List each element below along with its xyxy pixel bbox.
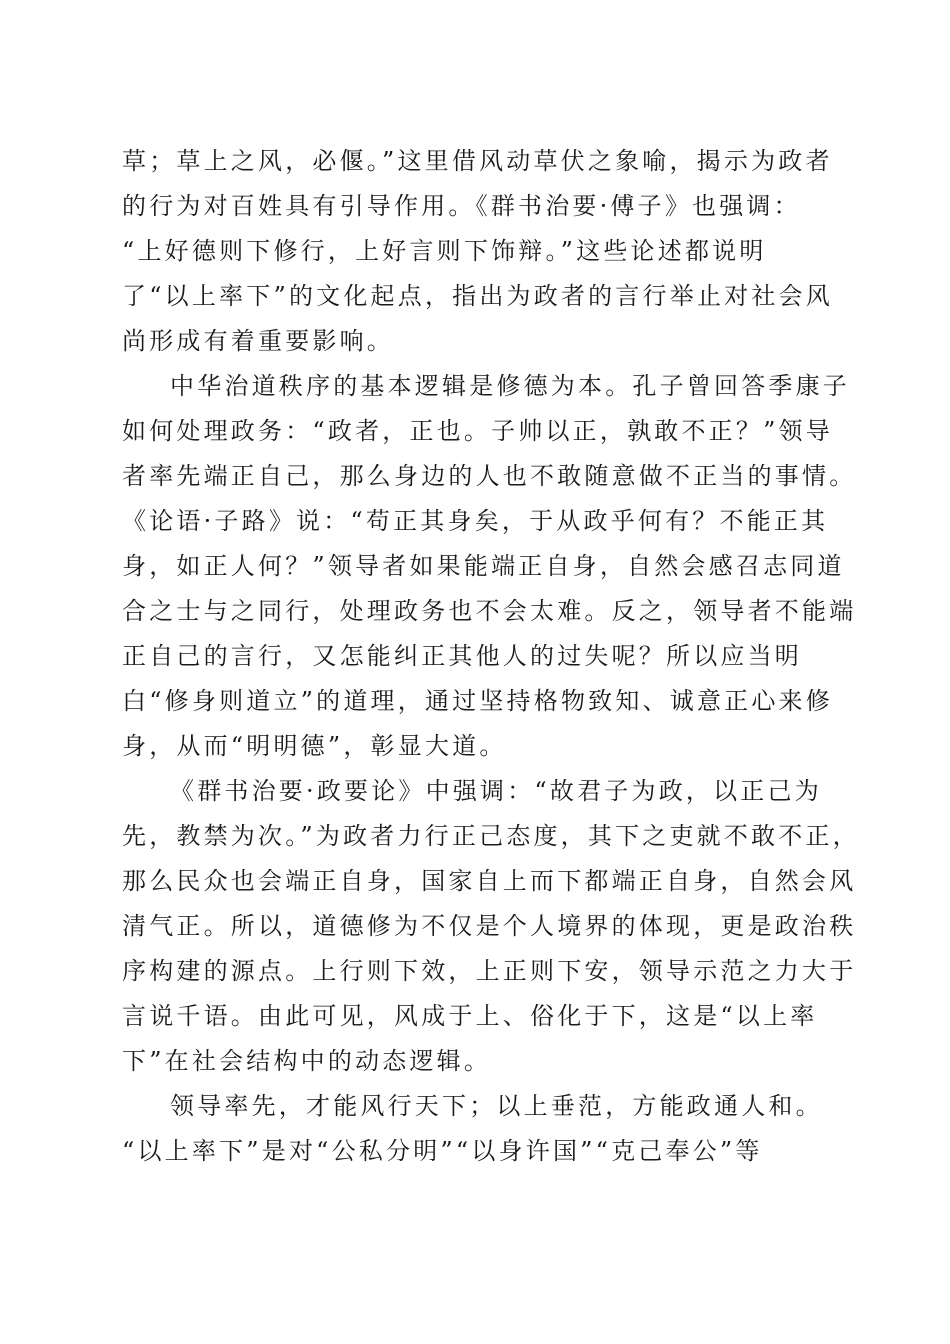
text-line: 下”在社会结构中的动态逻辑。 bbox=[122, 1047, 492, 1075]
text-line: 的行为对百姓具有引导作用。《群书治要·傅子》也强调： bbox=[122, 192, 801, 220]
text-line: 身，如正人何？”领导者如果能端正自身，自然会感召志同道 bbox=[122, 552, 845, 580]
text-line: 正自己的言行，又怎能纠正其他人的过失呢？所以应当明 bbox=[122, 642, 802, 670]
paragraph-start-line: 领导率先，才能风行天下；以上垂范，方能政通人和。 bbox=[170, 1092, 823, 1120]
text-line: 清气正。所以，道德修为不仅是个人境界的体现，更是政治秩 bbox=[122, 912, 857, 940]
text-line: 如何处理政务：“政者，正也。子帅以正，孰敢不正？”领导 bbox=[122, 417, 833, 445]
text-line: 那么民众也会端正自身，国家自上而下都端正自身，自然会风 bbox=[122, 867, 857, 895]
paragraph-start-line: 中华治道秩序的基本逻辑是修德为本。孔子曾回答季康子 bbox=[170, 372, 850, 400]
text-line: 合之士与之同行，处理政务也不会太难。反之，领导者不能端 bbox=[122, 597, 857, 625]
text-line: 身，从而“明明德”，彰显大道。 bbox=[122, 732, 507, 760]
text-line: 言说千语。由此可见，风成于上、俗化于下，这是“以上率 bbox=[122, 1002, 818, 1030]
paragraph-start-line: 《群书治要·政要论》中强调：“故君子为政，以正己为 bbox=[170, 777, 822, 805]
text-line: 者率先端正自己，那么身边的人也不敢随意做不正当的事情。 bbox=[122, 462, 857, 490]
text-line: 草；草上之风，必偃。”这里借风动草伏之象喻，揭示为政者 bbox=[122, 147, 833, 175]
text-line: “上好德则下修行，上好言则下饰辩。”这些论述都说明 bbox=[122, 237, 767, 265]
text-line: 尚形成有着重要影响。 bbox=[122, 327, 394, 355]
text-line: 了“以上率下”的文化起点，指出为政者的言行举止对社会风 bbox=[122, 282, 833, 310]
text-line: 先，教禁为次。”为政者力行正己态度，其下之吏就不敢不正， bbox=[122, 822, 860, 850]
text-line: 《论语·子路》说：“苟正其身矣，于从政乎何有？不能正其 bbox=[122, 507, 829, 535]
text-line: “以上率下”是对“公私分明”“以身许国”“克己奉公”等 bbox=[122, 1137, 763, 1165]
text-line: 白“修身则道立”的道理，通过坚持格物致知、诚意正心来修 bbox=[122, 687, 833, 715]
text-line: 序构建的源点。上行则下效，上正则下安，领导示范之力大于 bbox=[122, 957, 857, 985]
